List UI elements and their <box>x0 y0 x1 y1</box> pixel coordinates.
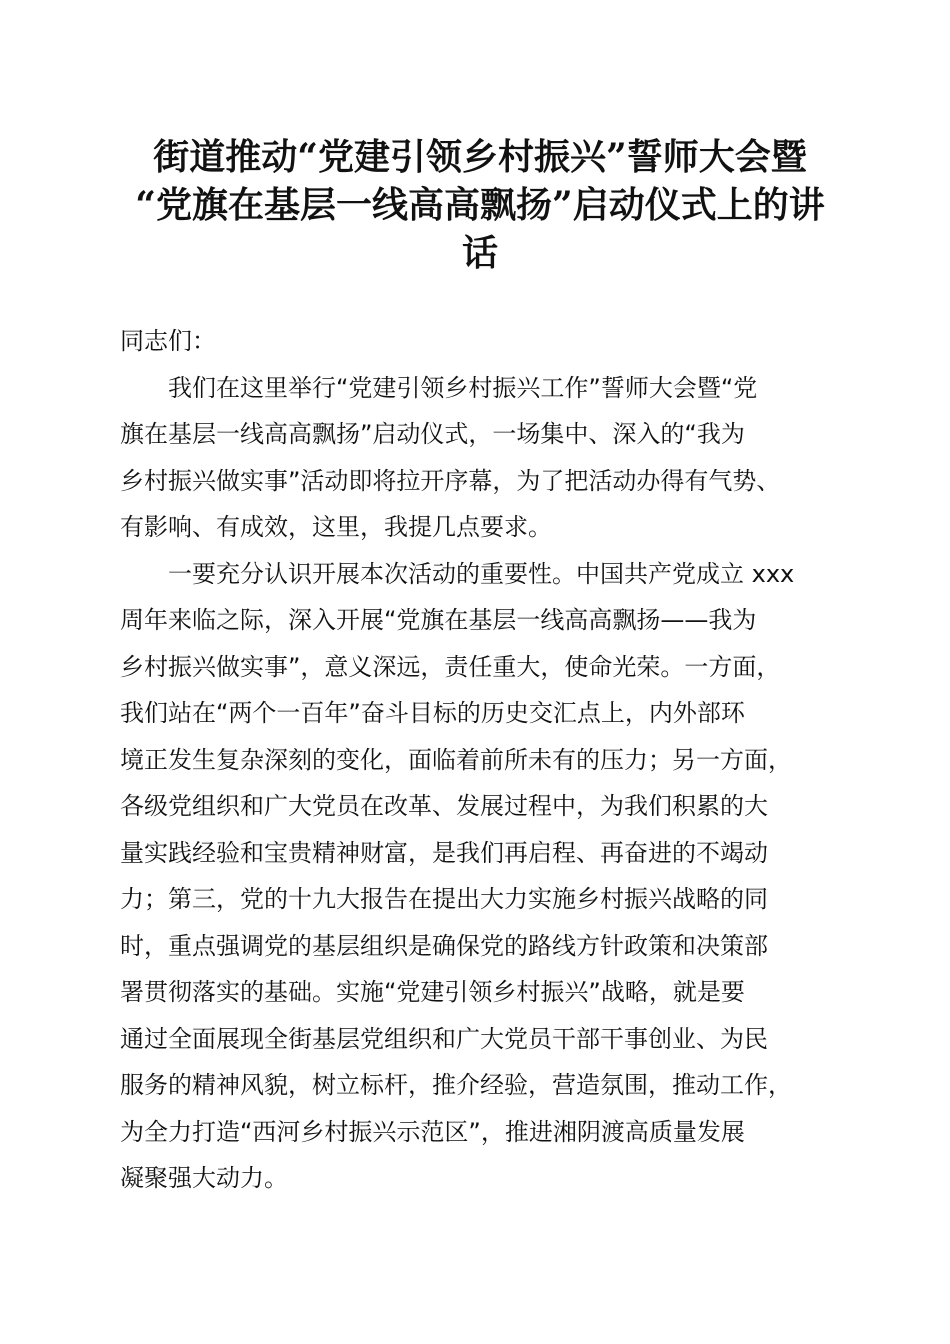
title-line-1: 街道推动“党建引领乡村振兴”誓师大会暨 <box>153 136 807 178</box>
paragraph-2-line: 时，重点强调党的基层组织是确保党的路线方针政策和决策部 <box>120 931 768 960</box>
paragraph-2 <box>120 551 850 1202</box>
salutation: 同志们： <box>120 327 216 355</box>
paragraph-2-line: 量实践经验和宝贵精神财富，是我们再启程、再奋进的不竭动 <box>120 838 768 867</box>
paragraph-2-line: 力；第三，党的十九大报告在提出大力实施乡村振兴战略的同 <box>120 885 768 913</box>
paragraph-2-line: 凝聚强大动力。 <box>120 1164 288 1192</box>
paragraph-2-line: 乡村振兴做实事”，意义深远，责任重大，使命光荣。一方面， <box>120 652 781 681</box>
document-body <box>120 318 850 1202</box>
paragraph-2-line: 服务的精神风貌，树立标杆，推介经验，营造氛围，推动工作， <box>120 1071 792 1099</box>
title-line-3: 话 <box>461 232 498 274</box>
paragraph-1 <box>120 365 850 551</box>
paragraph-1-line: 有影响、有成效，这里，我提几点要求。 <box>120 513 552 541</box>
paragraph-2-line: 通过全面展现全街基层党组织和广大党员干部干事创业、为民 <box>120 1024 768 1053</box>
paragraph-2-line: 我们站在“两个一百年”奋斗目标的历史交汇点上，内外部环 <box>120 699 745 727</box>
paragraph-1-line: 我们在这里举行“党建引领乡村振兴工作”誓师大会暨“党 <box>168 373 758 402</box>
paragraph-1-line: 乡村振兴做实事”活动即将拉开序幕，为了把活动办得有气势、 <box>120 466 781 495</box>
paragraph-2-line: 各级党组织和广大党员在改革、发展过程中，为我们积累的大 <box>120 792 768 820</box>
paragraph-1-line: 旗在基层一线高高飘扬”启动仪式，一场集中、深入的“我为 <box>120 420 745 448</box>
document-title <box>100 133 860 277</box>
paragraph-2-line: 署贯彻落实的基础。实施“党建引领乡村振兴”战略，就是要 <box>120 978 745 1006</box>
paragraph-2-line: 为全力打造“西河乡村振兴示范区”，推进湘阴渡高质量发展 <box>120 1117 745 1146</box>
paragraph-2-line: 境正发生复杂深刻的变化，面临着前所未有的压力；另一方面， <box>120 745 792 774</box>
title-line-2: “党旗在基层一线高高飘扬”启动仪式上的讲 <box>135 184 825 226</box>
paragraph-2-line: 一要充分认识开展本次活动的重要性。中国共产党成立 xxx <box>168 559 795 588</box>
paragraph-2-line: 周年来临之际，深入开展“党旗在基层一线高高飘扬——我为 <box>120 606 757 634</box>
